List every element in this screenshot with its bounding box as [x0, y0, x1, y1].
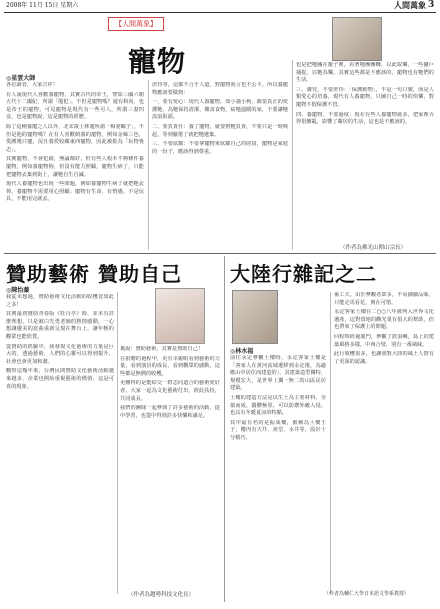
article3-paragraph: 回程時經過廈門，參觀了鼓浪嶼，島上的建築風格多樣，中西合璧，別有一番風味。: [334, 333, 434, 348]
article1-author: ◎星雲大師: [6, 75, 36, 82]
article2-paragraph: 觀察這幾年來，台灣民間贊助文化藝術活動越來越多，企業也開始重視藝術的價值，這是可喜的現象。: [6, 368, 114, 390]
issue-date: 2008年 11月 15日 星期六: [6, 2, 79, 9]
article3-credit: （作者為輔仁大學日本語文學系教授）: [324, 591, 410, 597]
article3-col1: [230, 355, 326, 595]
article1-paragraph: 四、養寵物，不要過度：現在有些人養寵物過多，把家裡弄得很髒亂，影響了鄰居的生活，這也是不應該的。: [296, 111, 434, 126]
article2-paragraph: 其實最初贊助青春版《牡丹亭》時，並未有甚麼理想，只是被白先勇老師的熱情感動，一心想讓優美的崑曲重新呈現在舞台上，讓年輕的觀眾也能欣賞。: [6, 311, 114, 340]
column-divider: [292, 60, 293, 250]
article2-credit: （作者為趨勢科技文化長）: [128, 592, 195, 598]
article2-paragraph: 從贊助的經驗中，我發現文化藝術的力量是巨大的，透過藝術，人們的心靈可以得到提升，社會也會更加和諧。: [6, 343, 114, 365]
article3-col2: [334, 292, 434, 588]
article3-paragraph: 前往永定參觀土樓時，永定客家土樓是「客家人在黃河流域遷移到永定後，為適應山中居住而建造的」，其建築造型獨特，規模宏大，是世界上獨一無二的山區民居建築。: [230, 355, 326, 392]
article1-credit: （作者為佛光山開山宗長）: [340, 245, 407, 251]
article-divider: [224, 256, 225, 602]
article2-paragraph: 我從未想過，贊助藝術文化活動的收穫竟如此之多！: [6, 294, 114, 308]
article2-author: ◎陳怡蓁: [6, 287, 30, 294]
article1-paragraph: 一、要有愛心：現代人養寵物，如小貓小狗，都要真正的愛護牠，為牠保持清潔、餵食食物，給牠溫暖的家，不要讓牠流浪街頭。: [152, 99, 288, 121]
author-photo-chen: [155, 288, 205, 344]
page-number: 3: [428, 0, 435, 10]
article1-paragraph: 除了這種養寵之人以外，北宋歲士林逋所謂「梅妻鶴子」，不但是他的寵物嗎？在有人喜歡飼養的寵物，例如金絲三色，愛護幾只寵，況且養愛收藏東西寵物，因此被批為「玩物喪志」。: [6, 123, 144, 153]
column-divider: [117, 292, 118, 594]
article3-paragraph: 其中最有名的是振成樓，被稱為土樓王子，樓內有天井、祖堂、水井等，設計十分精巧。: [230, 419, 326, 441]
article1-paragraph: 各位讀者，大家吉祥！: [6, 82, 58, 88]
article2-paragraph: 裏說：贊助藝術，其實是贊助自己！: [120, 346, 204, 352]
author-photo-lin: [232, 290, 278, 344]
author-photo-master: [332, 17, 382, 61]
section-title: 人間萬象: [394, 0, 426, 10]
article1-paragraph: 虐待等，這都不合乎人道，對寵物而言也不公平。所以養寵物應該要做到：: [152, 82, 288, 96]
article2-paragraph: 更難得的是能結交一群志同道合的藝術愛好者，大家一起為文化藝術付出，彼此扶持，共同成長。: [120, 380, 220, 402]
article1-paragraph: 三、不要炫耀：不要拿寵物來炫耀自己的財富，寵物是家庭的一份子，應該得到尊重。: [152, 141, 288, 155]
article1-paragraph: 其實寵物，不會犯錯，無論都好，但有些人根本不夠條件養寵物，例如養寵物狗，但沒有能力照顧，寵物生病了，只能把寵物丟棄到街上，讓牠自生自滅。: [6, 156, 144, 178]
article1-col3: [296, 62, 434, 250]
article3-paragraph: 永定客家土樓在二○○八年被列入世界文化遺產，這對當地的觀光業有很大的幫助，但也帶來了保護上的問題。: [334, 309, 434, 331]
column-divider: [330, 292, 331, 594]
article2-title: 贊助藝術 贊助自己: [6, 262, 182, 286]
article3-title: 大陸行雜記之二: [230, 262, 377, 286]
article2-col2: [120, 346, 220, 586]
article3-paragraph: 土樓的建造方法是以生土為主要材料，夯築而成，牆體極厚，可以防禦外敵入侵，也具有冬暖夏涼的特點。: [230, 394, 326, 417]
section-rule: [4, 253, 436, 254]
article2-col1: [6, 294, 114, 594]
article1-paragraph: 現代人養寵物也出現一些問題，例如養寵物生病了就把牠丟掉，養寵物不需要用心照顧；寵物有生命、有情感，不是玩具，不能用完就丟。: [6, 181, 144, 203]
article1-paragraph: 二、要負責任：養了寵物，就要對牠負責，不要只是一時興起，等到厭倦了就把牠遺棄。: [152, 123, 288, 138]
article1-title: 寵物: [128, 45, 187, 78]
article1-col2: [152, 82, 288, 250]
article3-author: ◎林水福: [230, 348, 254, 355]
article3-paragraph: 番工夫。由於參觀者眾多，不易細細品味，只能走馬看花，實在可惜。: [334, 292, 434, 306]
column-divider: [148, 80, 149, 250]
article2-paragraph: 我們的團隊一起參與了許多藝術的活動，從中學習，也從中得到許多快樂和滿足。: [120, 405, 220, 419]
article1-paragraph: 有人說現代人喜歡養寵物，其實古代的帝王，譬如三國六朝五代十二國紀，所謂「龍犯」，不但是寵物嗎？還有和尚，也是帝王的寵物，可見寵物是現代有一些另人，所謂三妻四妾，也是寵物說，這是寵物的經歷。: [6, 91, 144, 121]
header-rule: [4, 12, 436, 13]
article1-paragraph: 也是把牠關在籠子裡，看著牠團團轉，以此取樂，一些獵戶捕捉，以牠為樂，其實這些都是不應該的，寵物也有牠們的生活。: [296, 62, 434, 84]
column-tag: 【人間萬象】: [108, 17, 164, 31]
article1-col1: [6, 82, 144, 250]
article2-paragraph: 在捐贈的過程中，更有幸親眼看到藝術的力量，看到演員的成長，看到觀眾的感動，這些都是無價的收穫。: [120, 355, 220, 377]
article3-paragraph: 此行收穫很多，也讓我對大陸的風土人情有了更深的認識。: [334, 351, 434, 365]
article1-paragraph: 三、講究，不要虐待：「保護動物」，不是一句口號，而是人類愛心的培養，現代有人養寵物，只圖自己一時的快樂，對寵物不假保護不管。: [296, 86, 434, 108]
